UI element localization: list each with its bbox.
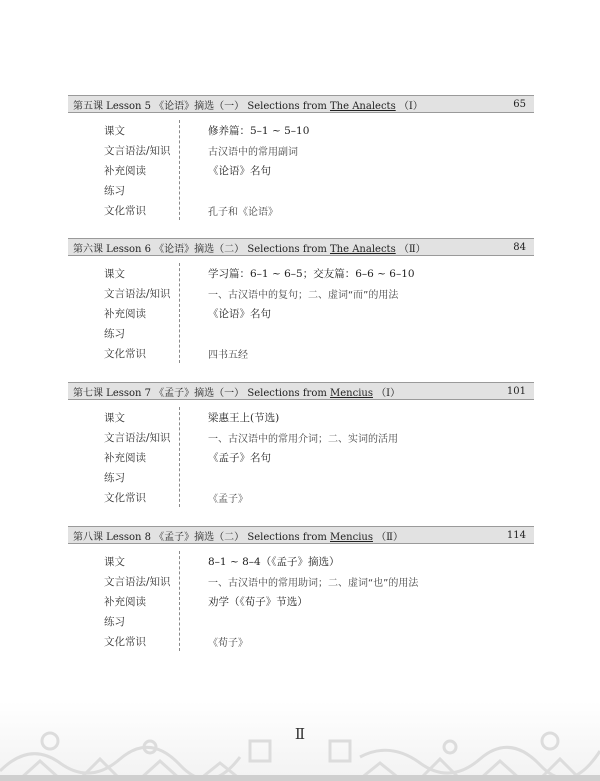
row-reading: 补充阅读 劝学（《荀子》节选） bbox=[104, 595, 308, 608]
lesson-title: 第七课 Lesson 7 《孟子》摘选（一） Selections from Mencius （I） bbox=[73, 387, 401, 399]
lesson-contents bbox=[68, 120, 534, 220]
row-text: 课文 8–1 ~ 8–4（《孟子》摘选） bbox=[104, 555, 340, 568]
row-text: 课文 学习篇：6–1 ~ 6–5；交友篇：6–6 ~ 6–10 bbox=[104, 267, 415, 280]
lesson-page-number: 84 bbox=[513, 241, 526, 253]
row-culture: 文化常识 四书五经 bbox=[104, 347, 248, 361]
lesson-header bbox=[68, 95, 534, 113]
lesson-contents bbox=[68, 263, 534, 363]
lesson-5-block bbox=[68, 95, 534, 220]
row-grammar: 文言语法/知识 一、古汉语中的常用介词；二、实词的活用 bbox=[104, 431, 398, 445]
row-exercise: 练习 bbox=[104, 327, 125, 340]
row-culture: 文化常识 《孟子》 bbox=[104, 491, 248, 505]
lesson-title: 第六课 Lesson 6 《论语》摘选（二） Selections from The Analects （Ⅱ） bbox=[73, 243, 426, 255]
dashed-divider bbox=[179, 551, 180, 651]
row-grammar: 文言语法/知识 一、古汉语中的复句；二、虚词“而”的用法 bbox=[104, 287, 399, 301]
dashed-divider bbox=[179, 120, 180, 220]
page-number: Ⅱ bbox=[294, 725, 306, 743]
lesson-6-block bbox=[68, 238, 534, 363]
dashed-divider bbox=[179, 263, 180, 363]
lesson-7-block bbox=[68, 382, 534, 507]
row-exercise: 练习 bbox=[104, 471, 125, 484]
row-exercise: 练习 bbox=[104, 615, 125, 628]
row-reading: 补充阅读 《论语》名句 bbox=[104, 307, 271, 320]
lesson-contents bbox=[68, 551, 534, 651]
row-exercise: 练习 bbox=[104, 184, 125, 197]
lesson-title: 第五课 Lesson 5 《论语》摘选（一） Selections from The Analects （I） bbox=[73, 100, 423, 112]
row-culture: 文化常识 《荀子》 bbox=[104, 635, 248, 649]
row-reading: 补充阅读 《孟子》名句 bbox=[104, 451, 271, 464]
row-text: 课文 修养篇：5–1 ~ 5–10 bbox=[104, 124, 310, 137]
row-grammar: 文言语法/知识 一、古汉语中的常用助词；二、虚词“也”的用法 bbox=[104, 575, 419, 589]
row-reading: 补充阅读 《论语》名句 bbox=[104, 164, 271, 177]
lesson-page-number: 101 bbox=[506, 385, 526, 397]
row-grammar: 文言语法/知识 古汉语中的常用副词 bbox=[104, 144, 298, 158]
row-text: 课文 梁惠王上(节选) bbox=[104, 411, 280, 424]
lesson-header bbox=[68, 526, 534, 544]
lesson-contents bbox=[68, 407, 534, 507]
lesson-header bbox=[68, 238, 534, 256]
lesson-page-number: 114 bbox=[506, 529, 526, 541]
lesson-title: 第八课 Lesson 8 《孟子》摘选（二） Selections from Mencius （Ⅱ） bbox=[73, 531, 403, 543]
dashed-divider bbox=[179, 407, 180, 507]
lesson-page-number: 65 bbox=[513, 98, 526, 110]
lesson-header bbox=[68, 382, 534, 400]
row-culture: 文化常识 孔子和《论语》 bbox=[104, 204, 278, 218]
lesson-8-block bbox=[68, 526, 534, 651]
